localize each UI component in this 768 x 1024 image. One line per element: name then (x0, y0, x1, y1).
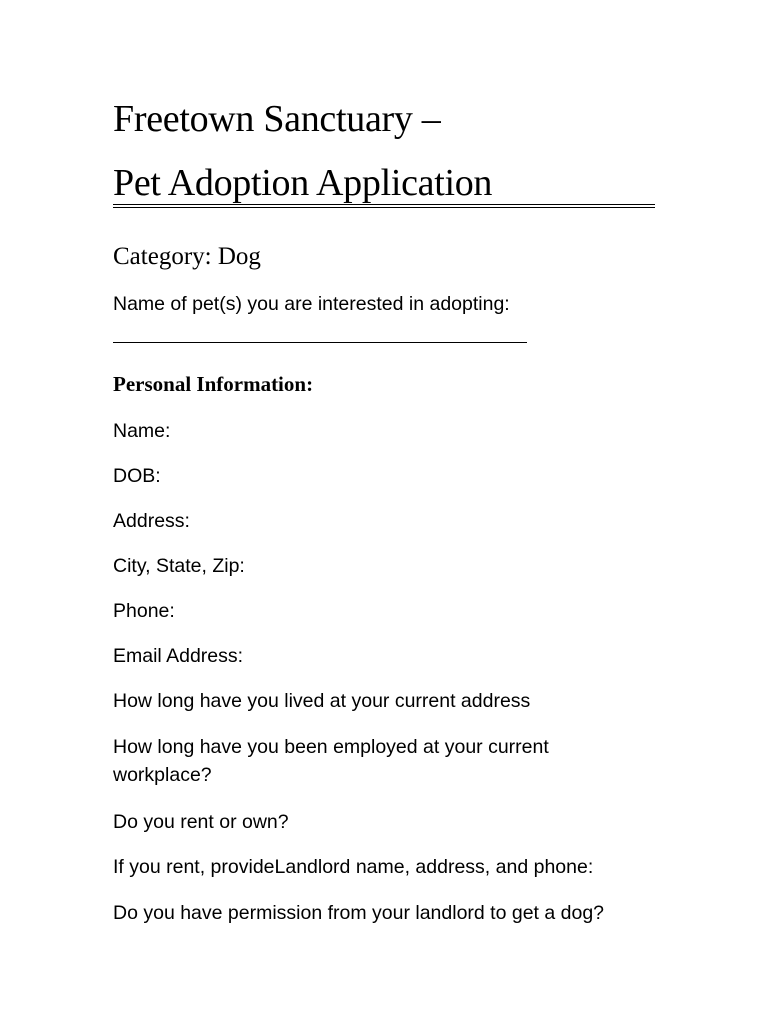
field-dob-label: DOB: (113, 465, 161, 487)
field-email-label: Email Address: (113, 645, 244, 667)
field-phone-label: Phone: (113, 600, 175, 622)
field-address-label: Address: (113, 510, 190, 532)
question-rent-or-own: Do you rent or own? (113, 811, 289, 833)
question-landlord-info: If you rent, provideLandlord name, address, and phone: (113, 856, 594, 878)
document-title-line-2: Pet Adoption Application (113, 162, 493, 204)
personal-information-heading: Personal Information: (113, 372, 314, 396)
category-label: Category: Dog (113, 243, 261, 270)
document-title-line-1: Freetown Sanctuary – (113, 98, 441, 140)
question-time-at-address: How long have you lived at your current address (113, 690, 531, 712)
pet-name-blank-line (113, 342, 527, 343)
question-landlord-permission: Do you have permission from your landlord to get a dog? (113, 902, 605, 924)
title-double-rule (113, 204, 655, 208)
field-name-label: Name: (113, 420, 171, 442)
field-city-state-zip-label: City, State, Zip: (113, 555, 245, 577)
question-employment-duration-line-1: How long have you been employed at your current (113, 736, 549, 758)
question-employment-duration-line-2: workplace? (113, 764, 212, 786)
pet-name-prompt: Name of pet(s) you are interested in adopting: (113, 293, 510, 315)
